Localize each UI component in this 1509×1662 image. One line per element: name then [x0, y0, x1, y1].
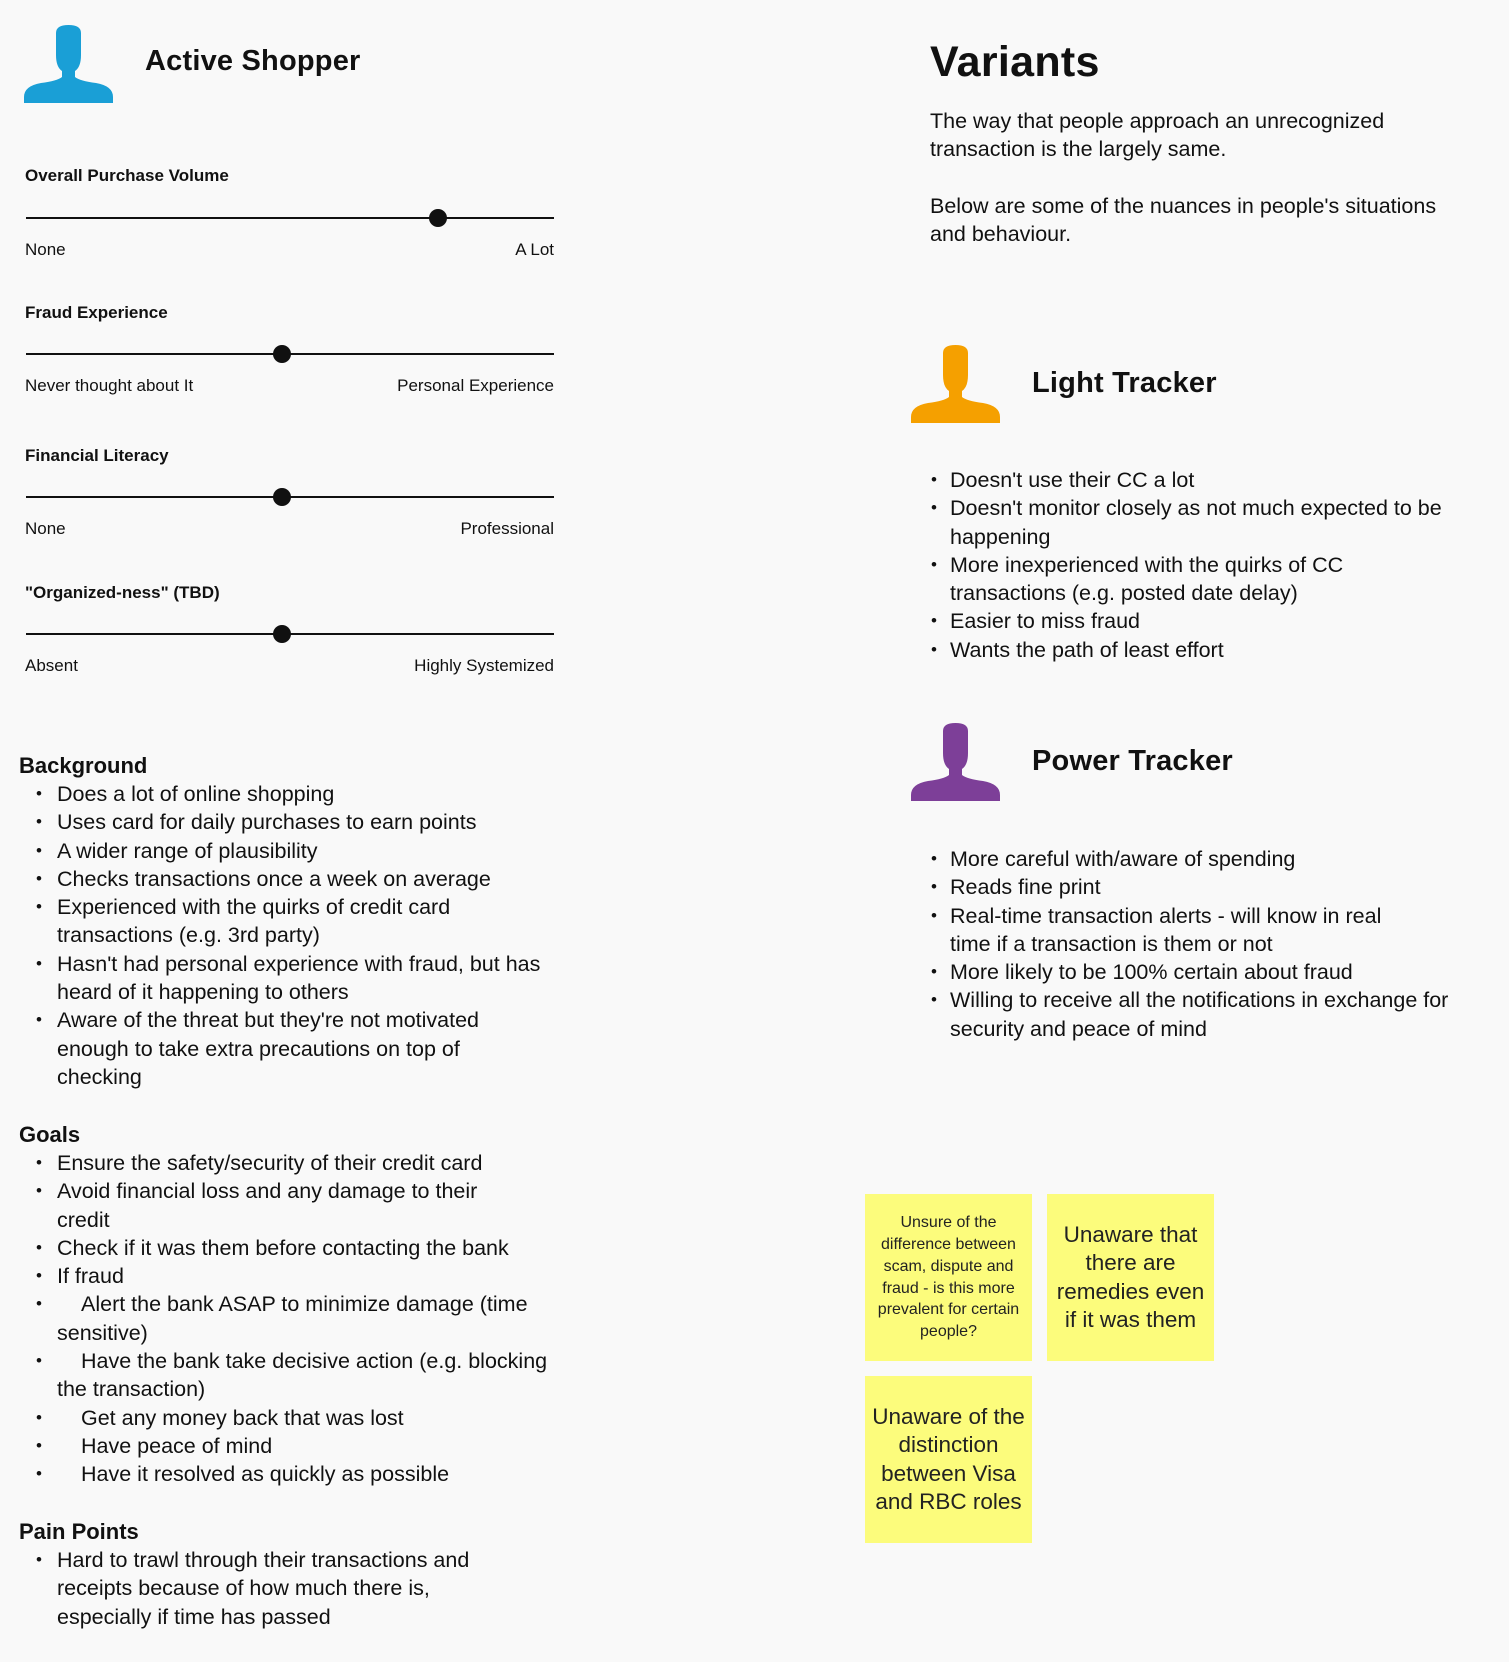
slider-min-label: None: [25, 240, 66, 259]
list-item: • Doesn't monitor closely as not much expected to be happening: [930, 494, 1460, 551]
slider-min-label: Absent: [25, 656, 78, 675]
slider-knob[interactable]: [273, 625, 291, 643]
list-item: • Hard to trawl through their transactions and receipts because of how much there is, especially if time has passed: [19, 1546, 527, 1631]
slider-min-label: Never thought about It: [25, 376, 194, 395]
list-item: [19, 1432, 579, 1460]
goals-section: [19, 1121, 579, 1489]
list-item: • Reads fine print: [930, 873, 1460, 901]
list-item: • Check if it was them before contacting the bank: [19, 1234, 579, 1262]
list-item: • Willing to receive all the notifications in exchange for security and peace of mind: [930, 986, 1475, 1043]
slider-max-label: A Lot: [515, 240, 554, 259]
sticky-note[interactable]: [1047, 1194, 1214, 1361]
slider-fraud-experience: [26, 303, 554, 403]
list-item: • Uses card for daily purchases to earn points: [19, 808, 579, 836]
slider-knob[interactable]: [273, 345, 291, 363]
section-heading: Background: [19, 753, 148, 778]
list-item: • If fraud: [19, 1262, 579, 1290]
persona-avatar-icon: [24, 25, 113, 103]
persona-title: Active Shopper: [145, 45, 361, 77]
list-item: [19, 1404, 579, 1432]
list-item: • Does a lot of online shopping: [19, 780, 579, 808]
slider-financial-literacy: [26, 446, 554, 546]
power-tracker-avatar-icon: [911, 723, 1000, 801]
background-section: [19, 752, 579, 1091]
slider-organizedness: [26, 583, 554, 683]
list-item: • Checks transactions once a week on average: [19, 865, 579, 893]
slider-track: [26, 217, 554, 219]
background-list: [19, 780, 579, 1091]
sticky-note-text: Unaware of the distinction between Visa and RBC roles: [872, 1403, 1025, 1514]
slider-label: "Organized-ness" (TBD): [25, 583, 220, 602]
list-item: • Hasn't had personal experience with fraud, but has heard of it happening to others: [19, 950, 557, 1007]
list-item: • Ensure the safety/security of their credit card: [19, 1149, 579, 1177]
power-tracker-title: Power Tracker: [1032, 745, 1233, 777]
list-item-text: Have it resolved as quickly as possible: [81, 1462, 450, 1487]
list-item: • Avoid financial loss and any damage to their credit: [19, 1177, 527, 1234]
list-item: • Experienced with the quirks of credit card transactions (e.g. 3rd party): [19, 893, 497, 950]
light-tracker-title: Light Tracker: [1032, 367, 1217, 399]
list-item: • Real-time transaction alerts - will know in real time if a transaction is them or not: [930, 902, 1420, 959]
list-item: • Wants the path of least effort: [930, 636, 1460, 664]
slider-label: Fraud Experience: [25, 303, 168, 322]
variants-intro-2: Below are some of the nuances in people's situations and behaviour.: [930, 194, 1437, 247]
light-tracker-list: [930, 466, 1460, 664]
list-item-text: Have peace of mind: [81, 1433, 273, 1458]
slider-knob[interactable]: [273, 488, 291, 506]
sticky-note-text: Unaware that there are remedies even if it was them: [1056, 1221, 1205, 1332]
list-item-text: Have the bank take decisive action (e.g. blocking the transaction): [57, 1349, 548, 1402]
slider-max-label: Highly Systemized: [414, 656, 554, 675]
list-item: [19, 1460, 579, 1488]
list-item: • Easier to miss fraud: [930, 607, 1460, 635]
light-tracker-avatar-icon: [911, 345, 1000, 423]
goals-list: [19, 1149, 579, 1489]
section-heading: Goals: [19, 1122, 81, 1147]
sticky-note[interactable]: [865, 1376, 1032, 1543]
list-item: • More inexperienced with the quirks of CC transactions (e.g. posted date delay): [930, 551, 1420, 608]
list-item: • More likely to be 100% certain about fraud: [930, 958, 1460, 986]
list-item-text: Get any money back that was lost: [81, 1405, 404, 1430]
sticky-note-text: Unsure of the difference between scam, dispute and fraud - is this more prevalent for certain people?: [877, 1214, 1020, 1340]
slider-knob[interactable]: [429, 209, 447, 227]
slider-max-label: Personal Experience: [397, 376, 554, 395]
slider-max-label: Professional: [460, 519, 554, 538]
list-item: • Aware of the threat but they're not motivated enough to take extra precautions on top of checking: [19, 1006, 537, 1091]
slider-min-label: None: [25, 519, 66, 538]
list-item: • More careful with/aware of spending: [930, 845, 1460, 873]
variants-title: Variants: [930, 38, 1100, 86]
power-tracker-list: [930, 845, 1460, 1043]
list-item: • Doesn't use their CC a lot: [930, 466, 1460, 494]
slider-label: Financial Literacy: [25, 446, 169, 465]
list-item-text: Alert the bank ASAP to minimize damage (time sensitive): [57, 1292, 528, 1345]
slider-label: Overall Purchase Volume: [25, 166, 229, 185]
list-item: • A wider range of plausibility: [19, 837, 579, 865]
variants-intro-1: The way that people approach an unrecognized transaction is the largely same.: [930, 109, 1385, 162]
sticky-note[interactable]: [865, 1194, 1032, 1361]
section-heading: Pain Points: [19, 1519, 139, 1544]
slider-purchase-volume: [26, 166, 554, 266]
list-item: [19, 1290, 597, 1347]
pain-points-section: [19, 1518, 579, 1631]
pain-points-list: [19, 1546, 579, 1631]
list-item: [19, 1347, 557, 1404]
